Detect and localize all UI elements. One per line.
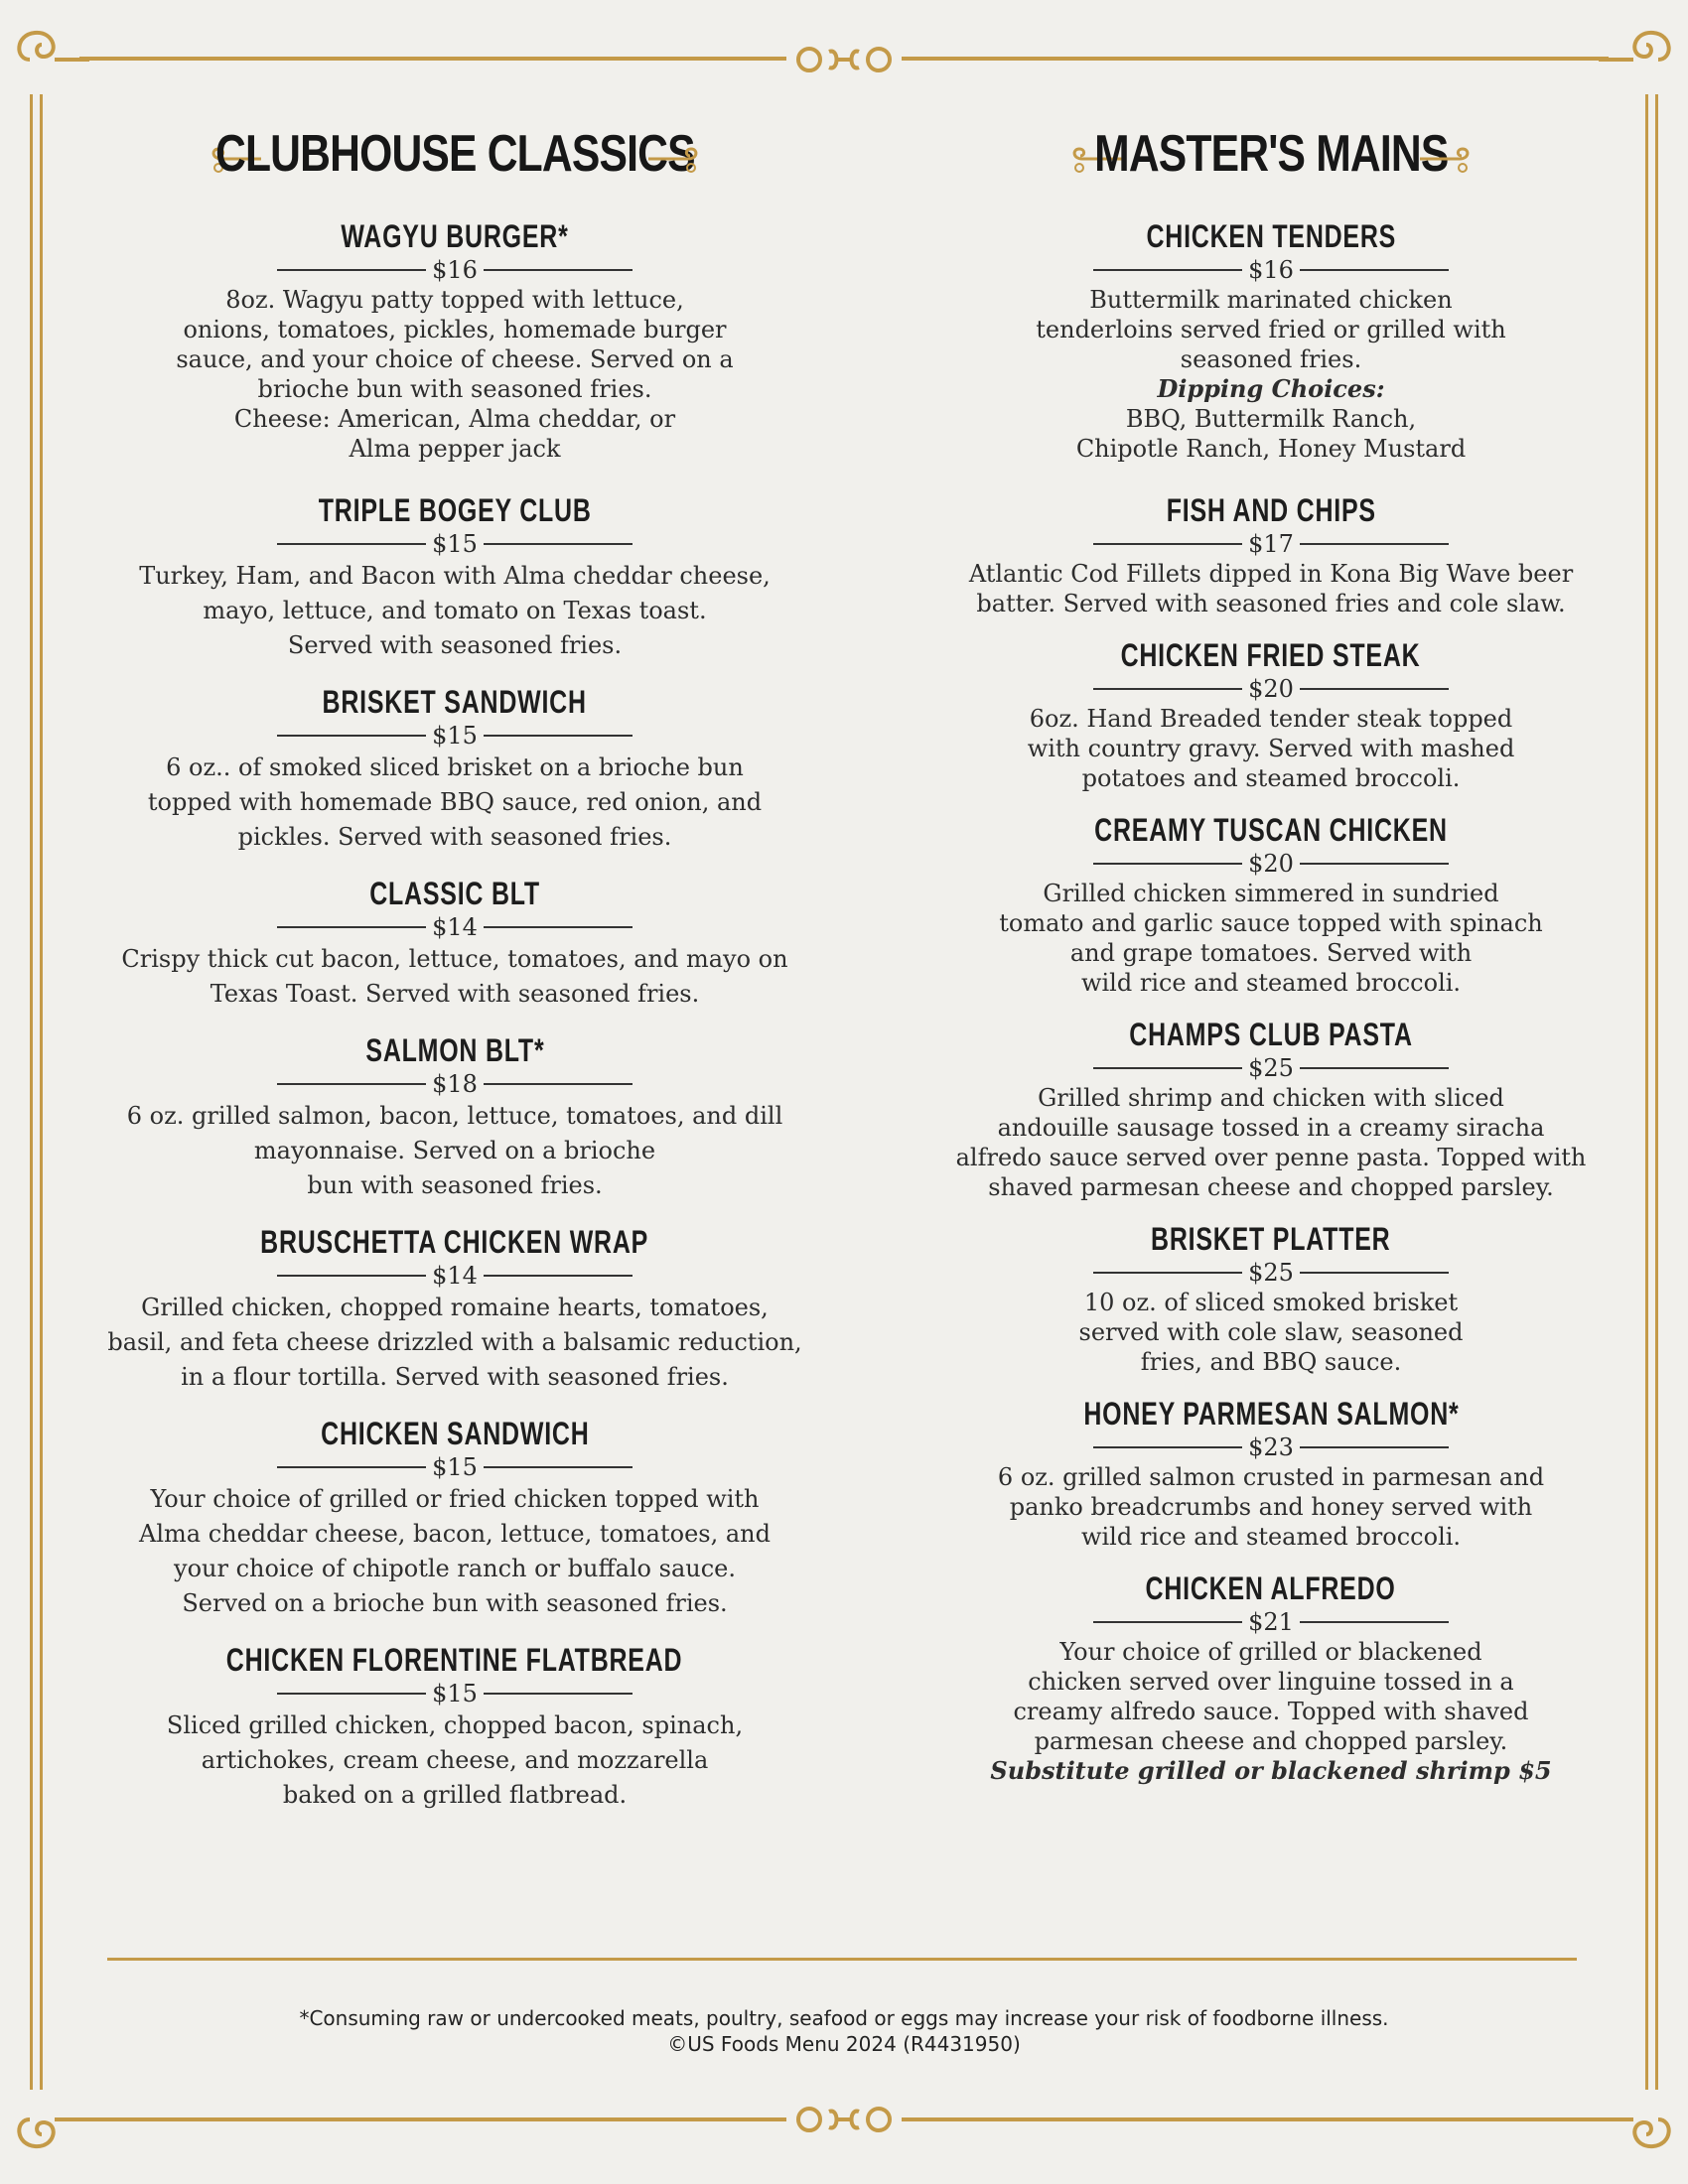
item-name: CHICKEN FRIED STEAK bbox=[1121, 637, 1421, 673]
frame-top-line bbox=[79, 57, 786, 61]
item-name: TRIPLE BOGEY CLUB bbox=[318, 492, 592, 528]
price-rule bbox=[484, 1275, 633, 1277]
item-name: BRISKET SANDWICH bbox=[322, 684, 588, 720]
item-price: $16 bbox=[1248, 256, 1294, 284]
corner-flourish-icon bbox=[1589, 15, 1678, 104]
price-rule bbox=[484, 1693, 633, 1695]
price-rule bbox=[484, 269, 633, 271]
item-description: Buttermilk marinated chicken tenderloins served fried or grilled with seasoned fries. bbox=[1036, 286, 1506, 373]
item-description: 6 oz. grilled salmon crusted in parmesan and panko breadcrumbs and honey served with wild rice and steamed broccoli. bbox=[997, 1463, 1545, 1551]
item-name: CHAMPS CLUB PASTA bbox=[1129, 1017, 1413, 1052]
price-rule bbox=[484, 543, 633, 545]
price-rule bbox=[1093, 1067, 1242, 1069]
menu-item bbox=[107, 217, 802, 464]
menu-item bbox=[107, 875, 802, 1012]
item-name: HONEY PARMESAN SALMON* bbox=[1082, 1396, 1460, 1432]
price-rule bbox=[1300, 543, 1449, 545]
item-name: CREAMY TUSCAN CHICKEN bbox=[1094, 812, 1448, 848]
item-name: FISH AND CHIPS bbox=[1166, 492, 1376, 528]
price-rule bbox=[1093, 1446, 1242, 1448]
menu-item bbox=[107, 1415, 802, 1621]
item-description: 6oz. Hand Breaded tender steak topped with country gravy. Served with mashed potatoes and steamed broccoli. bbox=[1027, 705, 1515, 792]
price-rule bbox=[1300, 1446, 1449, 1448]
frame-right-line bbox=[1645, 94, 1648, 2090]
item-price: $15 bbox=[432, 1453, 478, 1481]
section-header bbox=[107, 124, 802, 204]
price-rule bbox=[484, 735, 633, 737]
item-price: $14 bbox=[432, 1262, 478, 1290]
price-rule bbox=[1300, 269, 1449, 271]
item-price: $20 bbox=[1248, 675, 1294, 703]
item-name: SALMON BLT* bbox=[364, 1032, 545, 1068]
frame-right-line bbox=[1655, 94, 1658, 2090]
item-price: $21 bbox=[1248, 1608, 1294, 1636]
menu-item bbox=[953, 811, 1589, 998]
price-rule bbox=[277, 926, 426, 928]
price-rule bbox=[1300, 1621, 1449, 1623]
food-safety-warning: *Consuming raw or undercooked meats, poultry, seafood or eggs may increase your risk of foodborne illness. bbox=[299, 2006, 1389, 2030]
item-name: CLASSIC BLT bbox=[369, 876, 540, 911]
item-description: 6 oz. grilled salmon, bacon, lettuce, tomatoes, and dill mayonnaise. Served on a brioche bun with seasoned fries. bbox=[126, 1102, 783, 1199]
frame-top-line bbox=[902, 57, 1609, 61]
corner-flourish-icon bbox=[1589, 2075, 1678, 2164]
item-price: $20 bbox=[1248, 850, 1294, 878]
copyright-notice: ©US Foods Menu 2024 (R4431950) bbox=[667, 2032, 1021, 2056]
frame-left-line bbox=[40, 94, 43, 2090]
price-rule bbox=[1300, 1067, 1449, 1069]
item-price: $15 bbox=[432, 1680, 478, 1707]
price-rule bbox=[1093, 269, 1242, 271]
item-description: Your choice of grilled or blackened chicken served over linguine tossed in a creamy alfredo sauce. Topped with shaved parmesan cheese and chopped parsley. bbox=[1013, 1638, 1529, 1755]
item-price: $15 bbox=[432, 530, 478, 558]
price-rule bbox=[277, 1466, 426, 1468]
price-rule bbox=[277, 1275, 426, 1277]
item-description: Turkey, Ham, and Bacon with Alma cheddar cheese, mayo, lettuce, and tomato on Texas toast. Served with seasoned fries. bbox=[139, 562, 771, 659]
item-description: 6 oz.. of smoked sliced brisket on a brioche bun topped with homemade BBQ sauce, red onion, and pickles. Served with seasoned fries. bbox=[147, 753, 763, 851]
item-price: $25 bbox=[1248, 1054, 1294, 1082]
menu-item bbox=[107, 1223, 802, 1395]
menu-item bbox=[953, 1016, 1589, 1202]
item-price: $25 bbox=[1248, 1259, 1294, 1287]
menu-item bbox=[107, 491, 802, 663]
masters-mains-column bbox=[953, 124, 1589, 1786]
item-description: Grilled chicken, chopped romaine hearts, tomatoes, basil, and feta cheese drizzled with a balsamic reduction, in a flour tortilla. Served with seasoned fries. bbox=[107, 1294, 802, 1391]
price-rule bbox=[1093, 688, 1242, 690]
price-rule bbox=[1093, 543, 1242, 545]
menu-item bbox=[107, 1641, 802, 1813]
menu-item bbox=[953, 1220, 1589, 1377]
section-title: MASTER'S MAINS bbox=[1093, 125, 1449, 183]
price-rule bbox=[277, 543, 426, 545]
price-rule bbox=[277, 269, 426, 271]
menu-item bbox=[107, 683, 802, 855]
substitution-note: Substitute grilled or blackened shrimp $5 bbox=[990, 1756, 1552, 1785]
price-rule bbox=[277, 1693, 426, 1695]
corner-flourish-icon bbox=[10, 15, 99, 104]
frame-bottom-line bbox=[79, 2117, 786, 2121]
footer bbox=[0, 2005, 1688, 2057]
center-ornament-icon bbox=[789, 40, 899, 79]
price-rule bbox=[1093, 1272, 1242, 1274]
price-rule bbox=[277, 735, 426, 737]
item-name: BRISKET PLATTER bbox=[1151, 1221, 1391, 1257]
price-rule bbox=[484, 1466, 633, 1468]
item-price: $16 bbox=[432, 256, 478, 284]
item-name: WAGYU BURGER* bbox=[341, 218, 569, 254]
price-rule bbox=[1300, 688, 1449, 690]
item-name: CHICKEN SANDWICH bbox=[320, 1416, 590, 1451]
menu-item bbox=[953, 636, 1589, 793]
item-price: $17 bbox=[1248, 530, 1294, 558]
center-ornament-icon bbox=[789, 2100, 899, 2139]
menu-item bbox=[953, 1395, 1589, 1552]
item-price: $14 bbox=[432, 913, 478, 941]
item-name: CHICKEN FLORENTINE FLATBREAD bbox=[226, 1642, 683, 1678]
footer-divider bbox=[107, 1958, 1577, 1961]
item-description: 8oz. Wagyu patty topped with lettuce, onions, tomatoes, pickles, homemade burger sauce, and your choice of cheese. Served on a brioche bun with seasoned fries. Cheese: American, Alma cheddar, or Alma pepper jack bbox=[176, 286, 734, 463]
item-description: Atlantic Cod Fillets dipped in Kona Big Wave beer batter. Served with seasoned fries and cole slaw. bbox=[968, 560, 1574, 617]
price-rule bbox=[484, 926, 633, 928]
item-description: 10 oz. of sliced smoked brisket served with cole slaw, seasoned fries, and BBQ sauce. bbox=[1078, 1289, 1464, 1376]
price-rule bbox=[1300, 863, 1449, 865]
frame-left-line bbox=[30, 94, 33, 2090]
item-name: BRUSCHETTA CHICKEN WRAP bbox=[260, 1224, 649, 1260]
section-header bbox=[953, 124, 1589, 204]
price-rule bbox=[1093, 1621, 1242, 1623]
item-description: Grilled shrimp and chicken with sliced andouille sausage tossed in a creamy siracha alfredo sauce served over penne pasta. Topped with shaved parmesan cheese and chopped parsley. bbox=[955, 1084, 1587, 1201]
menu-item bbox=[953, 217, 1589, 464]
item-description: Sliced grilled chicken, chopped bacon, spinach, artichokes, cream cheese, and mozzarella baked on a grilled flatbread. bbox=[166, 1711, 744, 1809]
item-name: CHICKEN ALFREDO bbox=[1145, 1570, 1397, 1606]
price-rule bbox=[1093, 863, 1242, 865]
item-name: CHICKEN TENDERS bbox=[1146, 218, 1396, 254]
price-rule bbox=[484, 1083, 633, 1085]
item-description: Your choice of grilled or fried chicken topped with Alma cheddar cheese, bacon, lettuce, tomatoes, and your choice of chipotle ranch or buffalo sauce. Served on a brioche bun with seasoned fries. bbox=[139, 1485, 771, 1617]
item-description: Grilled chicken simmered in sundried tomato and garlic sauce topped with spinach and grape tomatoes. Served with wild rice and steamed broccoli. bbox=[999, 880, 1543, 997]
section-title: CLUBHOUSE CLASSICS bbox=[214, 125, 695, 183]
corner-flourish-icon bbox=[10, 2075, 99, 2164]
price-rule bbox=[277, 1083, 426, 1085]
item-description: Crispy thick cut bacon, lettuce, tomatoes, and mayo on Texas Toast. Served with seasoned fries. bbox=[121, 945, 788, 1008]
menu-item bbox=[107, 1031, 802, 1203]
item-price: $23 bbox=[1248, 1433, 1294, 1461]
dipping-choices-list: BBQ, Buttermilk Ranch, Chipotle Ranch, Honey Mustard bbox=[1075, 405, 1467, 463]
item-price: $15 bbox=[432, 722, 478, 750]
scroll-flourish-icon bbox=[643, 144, 703, 174]
item-price: $18 bbox=[432, 1070, 478, 1098]
dipping-choices-label: Dipping Choices: bbox=[1157, 374, 1385, 403]
menu-item bbox=[953, 491, 1589, 618]
clubhouse-classics-column bbox=[107, 124, 802, 1813]
price-rule bbox=[1300, 1272, 1449, 1274]
frame-bottom-line bbox=[902, 2117, 1609, 2121]
scroll-flourish-icon bbox=[1415, 144, 1475, 174]
menu-item bbox=[953, 1570, 1589, 1786]
